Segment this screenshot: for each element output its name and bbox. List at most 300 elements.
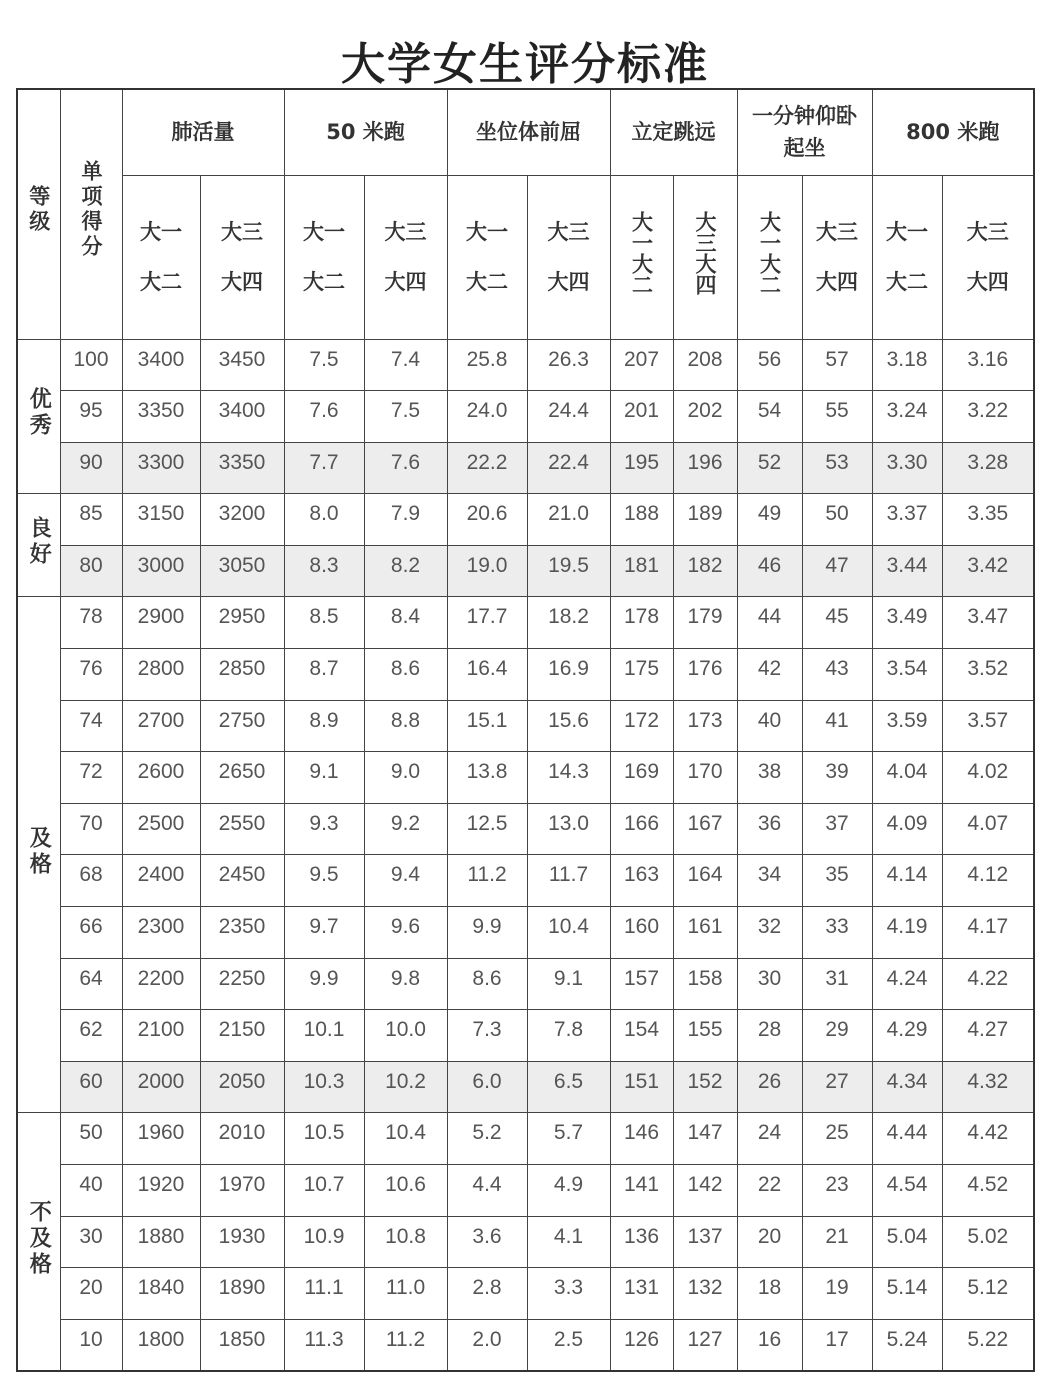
value-cell: 189 [673,494,737,546]
value-cell: 19 [802,1268,872,1320]
value-cell: 3.44 [872,545,942,597]
value-cell: 2.0 [447,1319,527,1371]
value-cell: 9.3 [284,803,364,855]
value-cell: 5.24 [872,1319,942,1371]
event-header-800m: 800 米跑 [872,89,1034,175]
table-row [17,597,1034,649]
value-cell: 15.6 [527,700,610,752]
value-cell: 154 [610,1010,673,1062]
grade-label: 不及格 [26,1199,52,1278]
year-header-line1: 大一 [886,220,928,244]
value-cell: 21.0 [527,494,610,546]
table-row [17,958,1034,1010]
value-cell: 2600 [122,752,200,804]
table-row [17,1165,1034,1217]
value-cell: 2500 [122,803,200,855]
year-header-line2: 大二 [466,270,508,294]
year-header [872,175,942,339]
value-cell: 1800 [122,1319,200,1371]
value-cell: 5.14 [872,1268,942,1320]
value-cell: 47 [802,545,872,597]
value-cell: 11.3 [284,1319,364,1371]
table-row [17,442,1034,494]
value-cell: 4.04 [872,752,942,804]
value-cell: 12.5 [447,803,527,855]
value-cell: 2950 [200,597,284,649]
value-cell: 8.9 [284,700,364,752]
value-cell: 26 [737,1061,802,1113]
value-cell: 8.0 [284,494,364,546]
value-cell: 4.22 [942,958,1034,1010]
value-cell: 5.04 [872,1216,942,1268]
year-header-vertical-text: 大一大二 [757,210,782,295]
value-cell: 9.7 [284,907,364,959]
value-cell: 2050 [200,1061,284,1113]
value-cell: 3.24 [872,391,942,443]
value-cell: 1840 [122,1268,200,1320]
table-row [17,700,1034,752]
grade-label: 良好 [26,516,52,569]
table-row [17,803,1034,855]
value-cell: 188 [610,494,673,546]
value-cell: 7.5 [284,339,364,391]
value-cell: 164 [673,855,737,907]
header-row-events [17,89,1034,175]
value-cell: 167 [673,803,737,855]
value-cell: 43 [802,649,872,701]
year-header [802,175,872,339]
year-header [527,175,610,339]
value-cell: 2850 [200,649,284,701]
value-cell: 10.1 [284,1010,364,1062]
situp-header-line2: 起坐 [783,136,826,161]
value-cell: 22.4 [527,442,610,494]
value-cell: 3450 [200,339,284,391]
year-header-line1: 大三 [384,220,427,244]
value-cell: 5.2 [447,1113,527,1165]
value-cell: 9.1 [527,958,610,1010]
value-cell: 4.32 [942,1061,1034,1113]
year-header-vertical-text: 大三大四 [693,210,717,295]
value-cell: 2350 [200,907,284,959]
score-cell: 66 [60,907,122,959]
value-cell: 2250 [200,958,284,1010]
year-header-line2: 大二 [303,270,345,294]
value-cell: 2010 [200,1113,284,1165]
value-cell: 7.5 [364,391,447,443]
score-cell: 78 [60,597,122,649]
value-cell: 202 [673,391,737,443]
value-cell: 142 [673,1165,737,1217]
year-header-vertical [610,175,673,339]
value-cell: 19.0 [447,545,527,597]
value-cell: 3150 [122,494,200,546]
value-cell: 2300 [122,907,200,959]
value-cell: 13.0 [527,803,610,855]
value-cell: 19.5 [527,545,610,597]
grade-header-label: 等级 [26,184,51,235]
value-cell: 4.07 [942,803,1034,855]
value-cell: 2100 [122,1010,200,1062]
value-cell: 5.12 [942,1268,1034,1320]
value-cell: 3.54 [872,649,942,701]
value-cell: 176 [673,649,737,701]
value-cell: 9.9 [284,958,364,1010]
value-cell: 23 [802,1165,872,1217]
value-cell: 166 [610,803,673,855]
value-cell: 33 [802,907,872,959]
value-cell: 208 [673,339,737,391]
table-row [17,907,1034,959]
table-body [17,339,1034,1371]
score-cell: 62 [60,1010,122,1062]
value-cell: 163 [610,855,673,907]
value-cell: 9.6 [364,907,447,959]
score-cell: 80 [60,545,122,597]
value-cell: 3.22 [942,391,1034,443]
value-cell: 137 [673,1216,737,1268]
value-cell: 10.7 [284,1165,364,1217]
value-cell: 24.4 [527,391,610,443]
value-cell: 16.4 [447,649,527,701]
table-row [17,545,1034,597]
value-cell: 8.7 [284,649,364,701]
value-cell: 4.42 [942,1113,1034,1165]
value-cell: 3050 [200,545,284,597]
value-cell: 8.5 [284,597,364,649]
value-cell: 3.42 [942,545,1034,597]
score-cell: 100 [60,339,122,391]
value-cell: 201 [610,391,673,443]
score-cell: 10 [60,1319,122,1371]
value-cell: 9.8 [364,958,447,1010]
value-cell: 157 [610,958,673,1010]
value-cell: 179 [673,597,737,649]
value-cell: 17 [802,1319,872,1371]
year-header-line1: 大三 [547,220,590,244]
value-cell: 3.49 [872,597,942,649]
value-cell: 2750 [200,700,284,752]
value-cell: 4.1 [527,1216,610,1268]
value-cell: 42 [737,649,802,701]
value-cell: 151 [610,1061,673,1113]
value-cell: 169 [610,752,673,804]
value-cell: 3300 [122,442,200,494]
value-cell: 178 [610,597,673,649]
value-cell: 16 [737,1319,802,1371]
value-cell: 22 [737,1165,802,1217]
value-cell: 3350 [122,391,200,443]
value-cell: 9.0 [364,752,447,804]
value-cell: 5.22 [942,1319,1034,1371]
year-header-line1: 大一 [140,220,182,244]
value-cell: 4.12 [942,855,1034,907]
value-cell: 49 [737,494,802,546]
value-cell: 8.6 [364,649,447,701]
value-cell: 35 [802,855,872,907]
table-row [17,1061,1034,1113]
score-table [16,88,1035,1372]
event-header-lung: 肺活量 [122,89,284,175]
value-cell: 4.19 [872,907,942,959]
year-header-line2: 大四 [221,270,263,294]
value-cell: 15.1 [447,700,527,752]
value-cell: 1890 [200,1268,284,1320]
value-cell: 9.2 [364,803,447,855]
value-cell: 3.35 [942,494,1034,546]
value-cell: 36 [737,803,802,855]
value-cell: 3350 [200,442,284,494]
value-cell: 14.3 [527,752,610,804]
score-cell: 85 [60,494,122,546]
value-cell: 13.8 [447,752,527,804]
year-header [122,175,200,339]
table-row [17,391,1034,443]
value-cell: 10.4 [364,1113,447,1165]
value-cell: 2700 [122,700,200,752]
value-cell: 6.5 [527,1061,610,1113]
year-header [364,175,447,339]
value-cell: 170 [673,752,737,804]
value-cell: 181 [610,545,673,597]
year-header-vertical-text: 大一大二 [629,210,654,295]
value-cell: 5.7 [527,1113,610,1165]
header-row-years [17,175,1034,339]
score-cell: 50 [60,1113,122,1165]
value-cell: 9.9 [447,907,527,959]
grade-label: 优秀 [26,387,52,440]
score-cell: 72 [60,752,122,804]
value-cell: 152 [673,1061,737,1113]
value-cell: 160 [610,907,673,959]
value-cell: 20.6 [447,494,527,546]
value-cell: 10.6 [364,1165,447,1217]
year-header-vertical [673,175,737,339]
value-cell: 6.0 [447,1061,527,1113]
grade-label-cell [17,597,60,1113]
value-cell: 3.3 [527,1268,610,1320]
value-cell: 4.09 [872,803,942,855]
value-cell: 4.52 [942,1165,1034,1217]
value-cell: 39 [802,752,872,804]
value-cell: 132 [673,1268,737,1320]
value-cell: 207 [610,339,673,391]
value-cell: 2450 [200,855,284,907]
value-cell: 26.3 [527,339,610,391]
year-header-line2: 大四 [547,270,590,294]
value-cell: 4.17 [942,907,1034,959]
value-cell: 10.8 [364,1216,447,1268]
value-cell: 44 [737,597,802,649]
value-cell: 40 [737,700,802,752]
value-cell: 7.9 [364,494,447,546]
value-cell: 10.0 [364,1010,447,1062]
value-cell: 1930 [200,1216,284,1268]
value-cell: 175 [610,649,673,701]
year-header-line1: 大一 [303,220,345,244]
table-row [17,1216,1034,1268]
year-header-line2: 大四 [816,270,858,294]
value-cell: 2.8 [447,1268,527,1320]
value-cell: 4.34 [872,1061,942,1113]
value-cell: 2000 [122,1061,200,1113]
event-header-sit-reach: 坐位体前屈 [447,89,610,175]
value-cell: 3.6 [447,1216,527,1268]
score-cell: 90 [60,442,122,494]
score-cell: 30 [60,1216,122,1268]
value-cell: 9.4 [364,855,447,907]
page-title: 大学女生评分标准 [341,39,709,90]
value-cell: 141 [610,1165,673,1217]
event-header-situp [737,89,872,175]
value-cell: 11.2 [447,855,527,907]
table-row [17,1319,1034,1371]
year-header-line2: 大四 [966,270,1009,294]
value-cell: 4.27 [942,1010,1034,1062]
score-cell: 60 [60,1061,122,1113]
value-cell: 7.6 [364,442,447,494]
value-cell: 4.29 [872,1010,942,1062]
value-cell: 2400 [122,855,200,907]
situp-header-line1: 一分钟仰卧 [752,104,857,129]
year-header [200,175,284,339]
value-cell: 34 [737,855,802,907]
value-cell: 18 [737,1268,802,1320]
event-header-50m: 50 米跑 [284,89,447,175]
year-header-line1: 大三 [816,220,858,244]
value-cell: 8.3 [284,545,364,597]
value-cell: 182 [673,545,737,597]
value-cell: 9.1 [284,752,364,804]
value-cell: 155 [673,1010,737,1062]
value-cell: 4.14 [872,855,942,907]
value-cell: 10.3 [284,1061,364,1113]
value-cell: 3000 [122,545,200,597]
value-cell: 1960 [122,1113,200,1165]
score-cell: 70 [60,803,122,855]
value-cell: 3400 [200,391,284,443]
value-cell: 1920 [122,1165,200,1217]
score-cell: 74 [60,700,122,752]
value-cell: 24.0 [447,391,527,443]
score-header [60,89,122,339]
value-cell: 2150 [200,1010,284,1062]
table-row [17,494,1034,546]
year-header [942,175,1034,339]
value-cell: 161 [673,907,737,959]
value-cell: 24 [737,1113,802,1165]
value-cell: 2650 [200,752,284,804]
value-cell: 2800 [122,649,200,701]
value-cell: 158 [673,958,737,1010]
value-cell: 2.5 [527,1319,610,1371]
year-header-line2: 大二 [886,270,928,294]
value-cell: 41 [802,700,872,752]
value-cell: 3.28 [942,442,1034,494]
value-cell: 147 [673,1113,737,1165]
table-row [17,339,1034,391]
grade-header [17,89,60,339]
value-cell: 10.4 [527,907,610,959]
value-cell: 4.4 [447,1165,527,1217]
grade-label-cell [17,1113,60,1371]
year-header [284,175,364,339]
value-cell: 7.4 [364,339,447,391]
value-cell: 2900 [122,597,200,649]
value-cell: 32 [737,907,802,959]
value-cell: 3.18 [872,339,942,391]
value-cell: 45 [802,597,872,649]
value-cell: 3400 [122,339,200,391]
value-cell: 3.59 [872,700,942,752]
value-cell: 7.7 [284,442,364,494]
event-header-long-jump: 立定跳远 [610,89,737,175]
value-cell: 52 [737,442,802,494]
value-cell: 11.7 [527,855,610,907]
value-cell: 4.02 [942,752,1034,804]
value-cell: 20 [737,1216,802,1268]
value-cell: 3200 [200,494,284,546]
value-cell: 3.37 [872,494,942,546]
year-header-line1: 大三 [966,220,1009,244]
value-cell: 31 [802,958,872,1010]
value-cell: 131 [610,1268,673,1320]
value-cell: 126 [610,1319,673,1371]
value-cell: 17.7 [447,597,527,649]
score-header-label: 单项得分 [79,159,103,260]
grade-label-cell [17,494,60,597]
value-cell: 136 [610,1216,673,1268]
value-cell: 4.9 [527,1165,610,1217]
value-cell: 196 [673,442,737,494]
value-cell: 3.30 [872,442,942,494]
value-cell: 37 [802,803,872,855]
score-cell: 95 [60,391,122,443]
value-cell: 21 [802,1216,872,1268]
value-cell: 3.47 [942,597,1034,649]
value-cell: 3.57 [942,700,1034,752]
score-cell: 68 [60,855,122,907]
value-cell: 1850 [200,1319,284,1371]
table-row [17,649,1034,701]
value-cell: 55 [802,391,872,443]
year-header [447,175,527,339]
value-cell: 8.6 [447,958,527,1010]
grade-label-cell [17,339,60,494]
year-header-line1: 大三 [221,220,263,244]
value-cell: 9.5 [284,855,364,907]
value-cell: 56 [737,339,802,391]
score-cell: 40 [60,1165,122,1217]
value-cell: 18.2 [527,597,610,649]
score-cell: 64 [60,958,122,1010]
value-cell: 3.16 [942,339,1034,391]
value-cell: 25 [802,1113,872,1165]
value-cell: 4.24 [872,958,942,1010]
value-cell: 11.0 [364,1268,447,1320]
year-header-line2: 大二 [140,270,182,294]
value-cell: 10.5 [284,1113,364,1165]
value-cell: 8.2 [364,545,447,597]
score-cell: 20 [60,1268,122,1320]
value-cell: 2200 [122,958,200,1010]
value-cell: 30 [737,958,802,1010]
value-cell: 2550 [200,803,284,855]
year-header-line1: 大一 [466,220,508,244]
value-cell: 146 [610,1113,673,1165]
value-cell: 25.8 [447,339,527,391]
value-cell: 57 [802,339,872,391]
